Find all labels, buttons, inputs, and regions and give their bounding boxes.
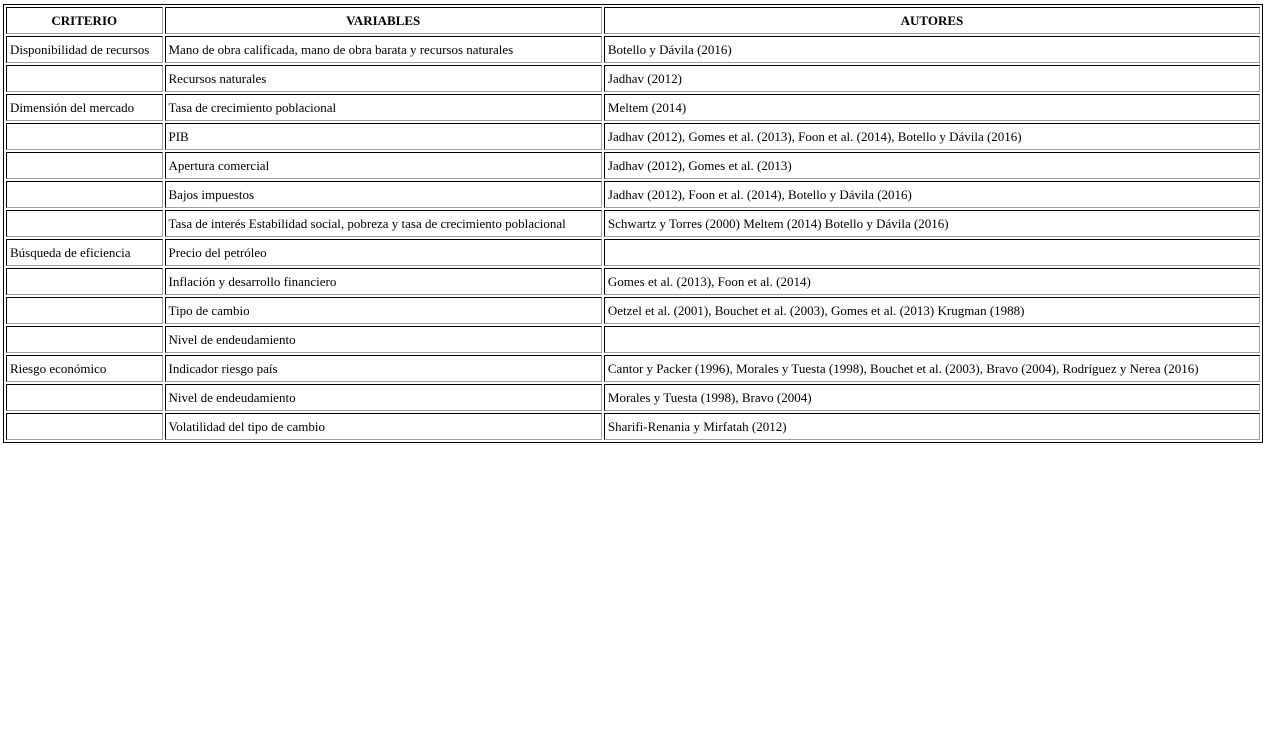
cell-variables: Tipo de cambio	[165, 297, 602, 324]
header-criterio: CRITERIO	[6, 7, 163, 34]
cell-autores: Cantor y Packer (1996), Morales y Tuesta (1998), Bouchet et al. (2003), Bravo (2004), Rodríguez y Nerea (2016)	[604, 355, 1260, 382]
table-wrapper	[3, 4, 1263, 443]
cell-autores: Oetzel et al. (2001), Bouchet et al. (2003), Gomes et al. (2013) Krugman (1988)	[604, 297, 1260, 324]
cell-variables: Tasa de crecimiento poblacional	[165, 94, 602, 121]
table-row	[6, 326, 1260, 353]
cell-autores: Meltem (2014)	[604, 94, 1260, 121]
cell-criterio: Dimensión del mercado	[6, 94, 163, 121]
header-variables: VARIABLES	[165, 7, 602, 34]
cell-variables: Tasa de interés Estabilidad social, pobreza y tasa de crecimiento poblacional	[165, 210, 602, 237]
cell-criterio	[6, 268, 163, 295]
cell-variables: Mano de obra calificada, mano de obra barata y recursos naturales	[165, 36, 602, 63]
cell-autores: Jadhav (2012), Gomes et al. (2013), Foon et al. (2014), Botello y Dávila (2016)	[604, 123, 1260, 150]
cell-criterio: Búsqueda de eficiencia	[6, 239, 163, 266]
cell-variables: Inflación y desarrollo financiero	[165, 268, 602, 295]
cell-criterio	[6, 65, 163, 92]
cell-criterio	[6, 297, 163, 324]
cell-autores: Jadhav (2012), Gomes et al. (2013)	[604, 152, 1260, 179]
table-header-row	[6, 7, 1260, 34]
cell-criterio	[6, 210, 163, 237]
table-row	[6, 152, 1260, 179]
table-row	[6, 36, 1260, 63]
table-row	[6, 297, 1260, 324]
table-row	[6, 413, 1260, 440]
cell-criterio: Disponibilidad de recursos	[6, 36, 163, 63]
cell-autores: Gomes et al. (2013), Foon et al. (2014)	[604, 268, 1260, 295]
cell-criterio	[6, 326, 163, 353]
cell-autores	[604, 326, 1260, 353]
cell-autores: Morales y Tuesta (1998), Bravo (2004)	[604, 384, 1260, 411]
cell-criterio	[6, 413, 163, 440]
header-autores: AUTORES	[604, 7, 1260, 34]
cell-criterio	[6, 152, 163, 179]
table-row	[6, 268, 1260, 295]
table-row	[6, 94, 1260, 121]
cell-variables: Volatilidad del tipo de cambio	[165, 413, 602, 440]
cell-variables: Recursos naturales	[165, 65, 602, 92]
cell-variables: Nivel de endeudamiento	[165, 326, 602, 353]
cell-criterio	[6, 123, 163, 150]
cell-variables: Bajos impuestos	[165, 181, 602, 208]
table-row	[6, 65, 1260, 92]
table-row	[6, 355, 1260, 382]
cell-variables: Indicador riesgo país	[165, 355, 602, 382]
cell-autores: Sharifi-Renania y Mirfatah (2012)	[604, 413, 1260, 440]
criteria-table	[3, 4, 1263, 443]
cell-criterio	[6, 181, 163, 208]
cell-autores: Schwartz y Torres (2000) Meltem (2014) Botello y Dávila (2016)	[604, 210, 1260, 237]
table-row	[6, 384, 1260, 411]
table-row	[6, 181, 1260, 208]
cell-autores: Jadhav (2012)	[604, 65, 1260, 92]
cell-autores: Botello y Dávila (2016)	[604, 36, 1260, 63]
cell-variables: Apertura comercial	[165, 152, 602, 179]
table-row	[6, 239, 1260, 266]
table-row	[6, 123, 1260, 150]
table-row	[6, 210, 1260, 237]
cell-variables: Precio del petróleo	[165, 239, 602, 266]
cell-criterio	[6, 384, 163, 411]
cell-criterio: Riesgo económico	[6, 355, 163, 382]
cell-variables: Nivel de endeudamiento	[165, 384, 602, 411]
cell-autores: Jadhav (2012), Foon et al. (2014), Botello y Dávila (2016)	[604, 181, 1260, 208]
table-body	[6, 36, 1260, 440]
cell-autores	[604, 239, 1260, 266]
cell-variables: PIB	[165, 123, 602, 150]
